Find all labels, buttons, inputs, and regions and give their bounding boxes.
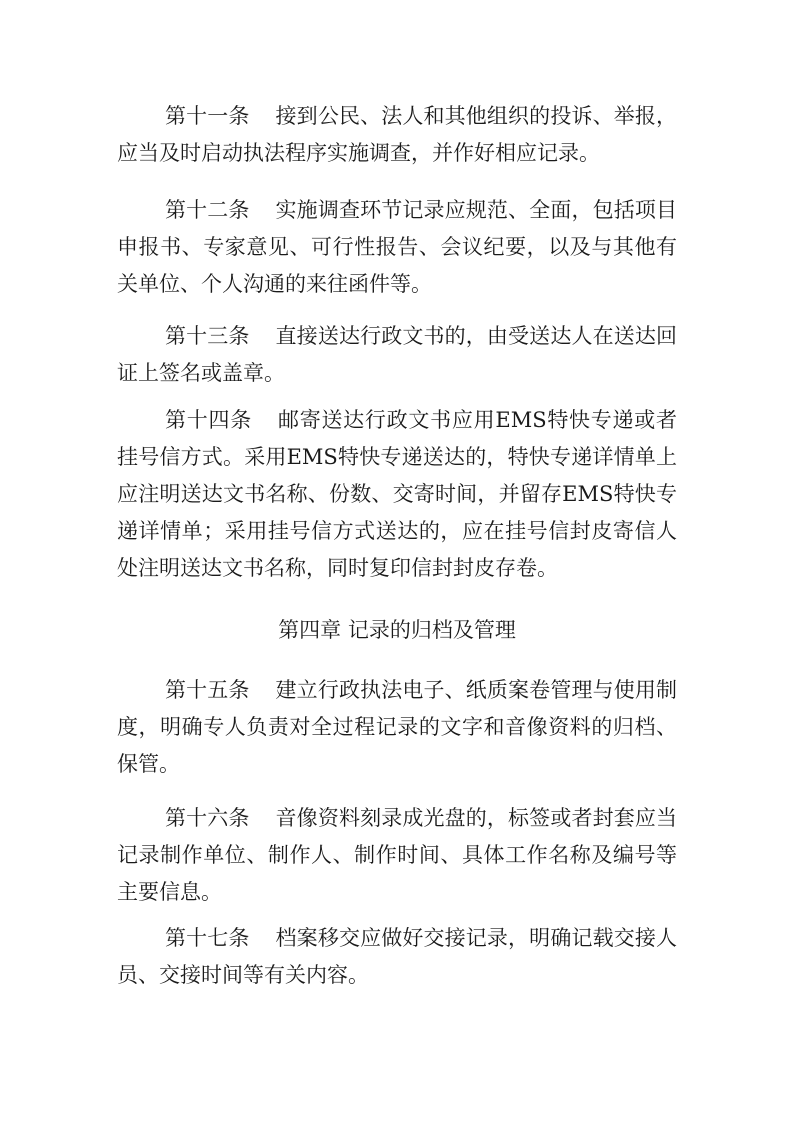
article-text: 建立行政执法电子、纸质案卷管理与使用制度，明确专人负责对全过程记录的文字和音像资料的归档、保管。 [117, 678, 677, 776]
article-13 [117, 318, 677, 392]
article-11 [117, 98, 677, 172]
article-number: 第十七条 [165, 926, 250, 950]
article-number: 第十二条 [165, 198, 250, 222]
article-number: 第十六条 [165, 806, 250, 830]
article-text: 接到公民、法人和其他组织的投诉、举报，应当及时启动执法程序实施调查，并作好相应记录。 [117, 104, 677, 165]
article-number: 第十五条 [165, 678, 250, 702]
article-text: 音像资料刻录成光盘的，标签或者封套应当记录制作单位、制作人、制作时间、具体工作名称及编号等主要信息。 [117, 806, 677, 904]
article-12 [117, 192, 677, 303]
article-text: 直接送达行政文书的，由受送达人在送达回证上签名或盖章。 [117, 324, 677, 385]
article-15 [117, 672, 677, 783]
article-16 [117, 800, 677, 911]
article-text: 邮寄送达行政文书应用EMS特快专递或者挂号信方式。采用EMS特快专递送达的，特快专递详情单上应注明送达文书名称、份数、交寄时间，并留存EMS特快专递详情单；采用挂号信方式送达的，应在挂号信封皮寄信人处注明送达文书名称，同时复印信封封皮存卷。 [117, 408, 678, 580]
article-text: 实施调查环节记录应规范、全面，包括项目申报书、专家意见、可行性报告、会议纪要，以及与其他有关单位、个人沟通的来往函件等。 [117, 198, 677, 296]
chapter-heading: 第四章 记录的归档及管理 [278, 618, 516, 642]
article-number: 第十三条 [165, 324, 250, 348]
article-number: 第十一条 [165, 104, 250, 128]
article-number: 第十四条 [165, 408, 252, 432]
article-17 [117, 920, 677, 994]
article-14 [117, 402, 677, 587]
article-text: 档案移交应做好交接记录，明确记载交接人员、交接时间等有关内容。 [117, 926, 677, 987]
